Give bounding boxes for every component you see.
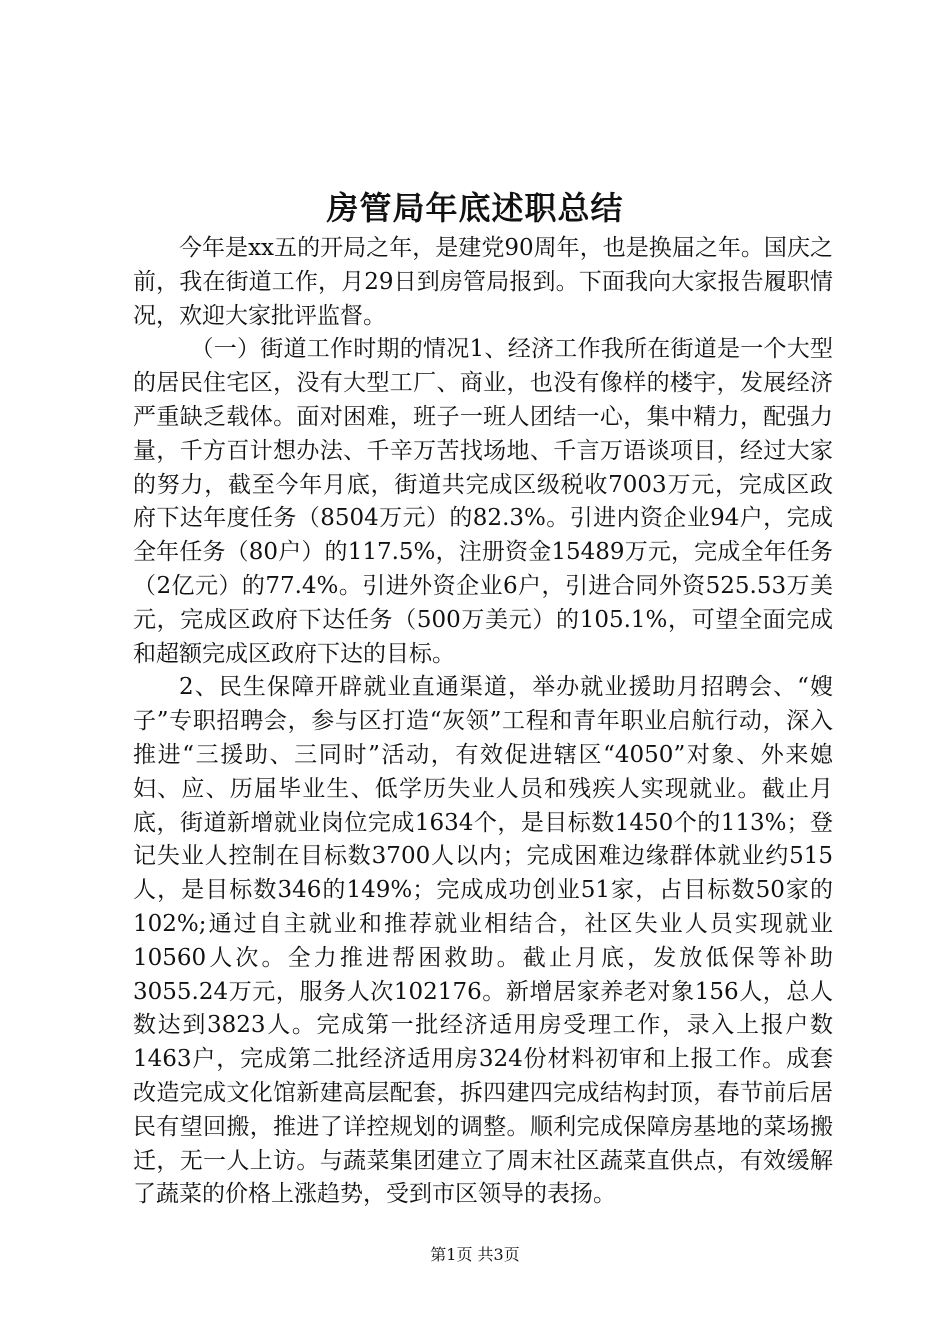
document-title: 房管局年底述职总结 [326,189,624,227]
paragraph-intro: 今年是xx五的开局之年，是建党90周年，也是换届之年。国庆之前，我在街道工作，月29日到房管局报到。下面我向大家报告履职情况，欢迎大家批评监督。 [133,235,833,329]
paragraph-economic-work: （一）街道工作时期的情况1、经济工作我所在街道是一个大型的居民住宅区，没有大型工厂、商业，也没有像样的楼宇，发展经济严重缺乏载体。面对困难，班子一班人团结一心，集中精力，配强力量，千方百计想办法、千辛万苦找场地、千言万语谈项目，经过大家的努力，截至今年月底，街道共完成区级税收7003万元，完成区政府下达年度任务（8504万元）的82.3%。引进内资企业94户，完成全年任务（80户）的117.5%，注册资金15489万元，完成全年任务（2亿元）的77.4%。引进外资企业6户，引进合同外资525.53万美元，完成区政府下达任务（500万美元）的105.1%，可望全面完成和超额完成区政府下达的目标。 [133,336,833,667]
page-number-footer: 第1页 共3页 [430,1245,520,1264]
document-body [133,232,833,1212]
paragraph-livelihood: 2、民生保障开辟就业直通渠道，举办就业援助月招聘会、“嫂子”专职招聘会，参与区打造“灰领”工程和青年职业启航行动，深入推进“三援助、三同时”活动，有效促进辖区“4050”对象、外来媳妇、应、历届毕业生、低学历失业人员和残疾人实现就业。截止月底，街道新增就业岗位完成1634个，是目标数1450个的113%；登记失业人控制在目标数3700人以内；完成困难边缘群体就业约515人，是目标数346的149%；完成成功创业51家，占目标数50家的102%;通过自主就业和推荐就业相结合，社区失业人员实现就业10560人次。全力推进帮困救助。截止月底，发放低保等补助3055.24万元，服务人次102176。新增居家养老对象156人，总人数达到3823人。完成第一批经济适用房受理工作，录入上报户数1463户，完成第二批经济适用房324份材料初审和上报工作。成套改造完成文化馆新建高层配套，拆四建四完成结构封顶，春节前后居民有望回搬，推进了详控规划的调整。顺利完成保障房基地的菜场搬迁，无一人上访。与蔬菜集团建立了周末社区蔬菜直供点，有效缓解了蔬菜的价格上涨趋势，受到市区领导的表扬。 [133,674,833,1208]
